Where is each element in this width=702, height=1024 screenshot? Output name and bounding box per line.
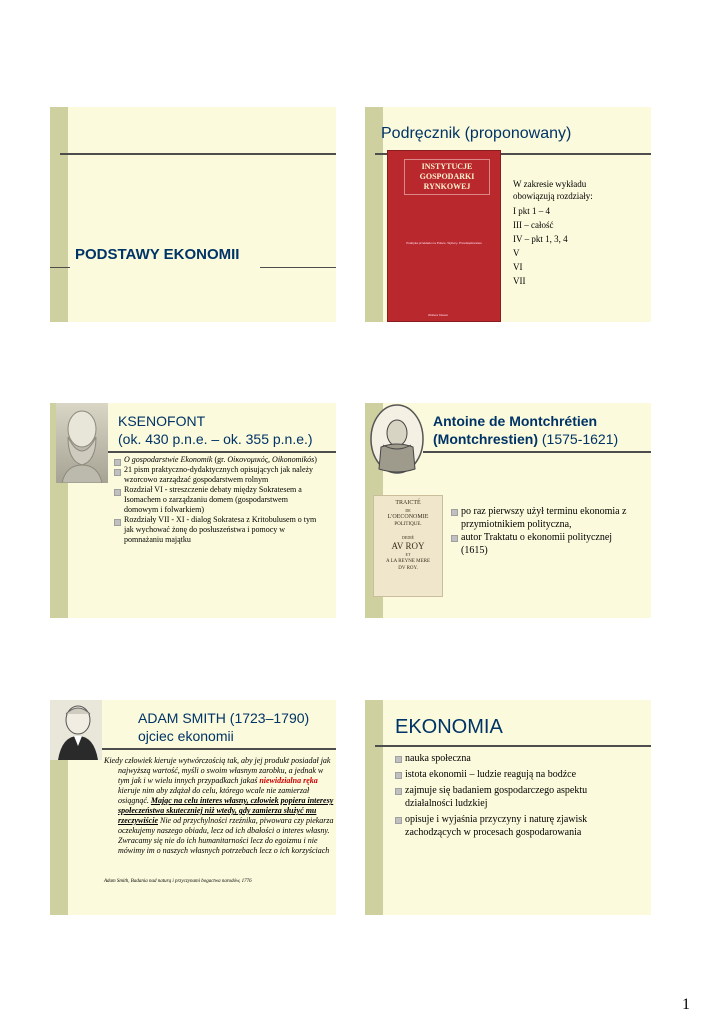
chapter-item: IV – pkt 1, 3, 4 xyxy=(513,234,568,244)
chapters-intro: W zakresie wykładu obowiązują rozdziały: xyxy=(513,179,593,201)
title-page-line: DEDIÉ xyxy=(402,535,414,540)
slide-accent-bar xyxy=(50,107,68,322)
chapter-item: III – całość xyxy=(513,220,554,230)
title-underline xyxy=(50,267,70,268)
title-underline xyxy=(260,267,336,268)
title-page-line: TRAICTÉ xyxy=(395,500,421,506)
title-page-line: POLITIQUE. xyxy=(394,522,422,527)
bullet-item: Rozdział VI - streszczenie debaty między Sokratesem a Isomachem o zarządzaniu domem (gospodarstwem domowym i folwarkiem) xyxy=(114,485,320,515)
slide-title-line2: ojciec ekonomii xyxy=(138,728,234,744)
title-page-line: AV ROY xyxy=(391,541,425,551)
bullet-list xyxy=(395,752,625,839)
ksenofont-portrait-image xyxy=(56,403,108,483)
bust-icon xyxy=(56,403,108,483)
slide-title-name: Antoine de Montchrétien xyxy=(433,413,598,429)
bullet-list xyxy=(451,505,641,557)
slide-divider xyxy=(375,745,651,747)
treatise-title-page-image xyxy=(373,495,443,597)
slide-1 xyxy=(50,107,336,322)
montchretien-portrait-image xyxy=(369,403,425,475)
smith-quote xyxy=(104,756,336,856)
chapter-item: VI xyxy=(513,262,523,272)
bullet-item: istota ekonomii – ludzie reagują na bodźce xyxy=(395,768,625,781)
title-page-line: DE xyxy=(405,508,411,513)
bullet-greek-text: Οἰκονομικός, Oikonomikós xyxy=(227,455,315,464)
bullet-item: po raz pierwszy użył terminu ekonomia z przymiotnikiem polityczna, xyxy=(451,505,641,531)
title-page-line: L'OECONOMIE xyxy=(387,514,429,520)
portrait-icon xyxy=(369,403,425,475)
book-cover-image xyxy=(387,150,501,322)
slide-6 xyxy=(365,700,651,915)
bullet-item: Rozdziały VII - XI - dialog Sokratesa z Kritobulusem o tym jak wychować żonę do posłuszeństwa i pomocy w pomnażaniu majątku xyxy=(114,515,320,545)
quote-text: Kiedy człowiek kieruje wytwórczością tak, aby jej produkt posiadał jak najwyższą wartość, myśli o swoim własnym zarobku, a jednak w tym jak i w wielu innych przypadkach jakaś xyxy=(104,756,331,785)
bullet-list xyxy=(114,455,320,545)
slide-title-line1: ADAM SMITH (1723–1790) xyxy=(138,710,310,726)
slide-title: EKONOMIA xyxy=(395,716,503,738)
bullet-item: zajmuje się badaniem gospodarczego aspektu działalności ludzkiej xyxy=(395,784,625,810)
bullet-italic-text: O gospodarstwie Ekonomik xyxy=(124,455,213,464)
quote-text: Nie od przychylności rzeźnika, piwowara czy piekarza oczekujemy naszego obiadu, lecz od ich dbałości o interes własny. Zwracamy się nie do ich humanitarności lecz do egoizmu i nie mówimy im o naszych własnych potrzebach lecz o ich korzyściach xyxy=(118,816,334,855)
adam-smith-portrait-image xyxy=(50,700,102,760)
slide-divider xyxy=(102,748,336,750)
bullet-item: nauka społeczna xyxy=(395,752,625,765)
page-number: 1 xyxy=(682,996,690,1013)
book-cover-subtitle: Praktyka przekładu na Polsce. Wybory. Przedsiębiorstwo xyxy=(406,241,482,245)
slide-title-line1: KSENOFONT xyxy=(118,413,206,429)
slide-divider xyxy=(108,451,336,453)
book-cover-publisher: Wolters Kluwer xyxy=(428,313,449,317)
slide-title-years: (1575-1621) xyxy=(538,431,619,447)
chapter-item: I pkt 1 – 4 xyxy=(513,206,550,216)
slide-title-line2: (ok. 430 p.n.e. – ok. 355 p.n.e.) xyxy=(118,431,313,447)
slide-2 xyxy=(365,107,651,322)
slide-title-alt-bold: (Montchrestien) xyxy=(433,431,538,447)
slide-title-alt xyxy=(433,431,618,447)
bullet-item: 21 pism praktyczno-dydaktycznych opisujących jak należy wzorcowo zarządzać gospodarstwem rolnym xyxy=(114,465,320,485)
slide-divider xyxy=(423,451,651,453)
quote-source: Adam Smith, Badania nad naturą i przyczynami bogactwa narodów, 1776 xyxy=(104,879,252,884)
title-page-line: DV ROY. xyxy=(398,566,418,571)
quote-underlined: Mając na celu interes własny, człowiek popiera interesy społeczeństwa skuteczniej niż wtedy, gdy zamierza służyć mu rzeczywiście xyxy=(118,796,334,825)
quote-highlight-red: niewidzialna ręka xyxy=(259,776,318,785)
chapter-item: VII xyxy=(513,276,526,286)
bullet-item: autor Traktatu o ekonomii politycznej (1615) xyxy=(451,531,641,557)
bullet-text: ) xyxy=(314,455,317,464)
slide-3 xyxy=(50,403,336,618)
quote-text: kieruje nim aby zdążał do celu, którego wcale nie zamierzał osiągnąć. xyxy=(118,786,310,805)
bullet-item: opisuje i wyjaśnia przyczyny i naturę zjawisk zachodzących w procesach gospodarowania xyxy=(395,813,625,839)
slide-4 xyxy=(365,403,651,618)
title-page-line: ET xyxy=(405,552,411,557)
chapter-item: V xyxy=(513,248,520,258)
slide-title: Podręcznik (proponowany) xyxy=(381,125,572,142)
slide-title: PODSTAWY EKONOMII xyxy=(75,246,240,263)
book-cover-title: INSTYTUCJE GOSPODARKI RYNKOWEJ xyxy=(404,159,490,195)
title-page-line: A LA REYNE MERE xyxy=(385,559,431,564)
slide-5 xyxy=(50,700,336,915)
chapters-list xyxy=(513,204,568,288)
bullet-item xyxy=(114,455,320,465)
bullet-text: (gr. xyxy=(212,455,228,464)
portrait-icon xyxy=(50,700,102,760)
slide-divider xyxy=(60,153,336,155)
slide-accent-bar xyxy=(365,700,383,915)
